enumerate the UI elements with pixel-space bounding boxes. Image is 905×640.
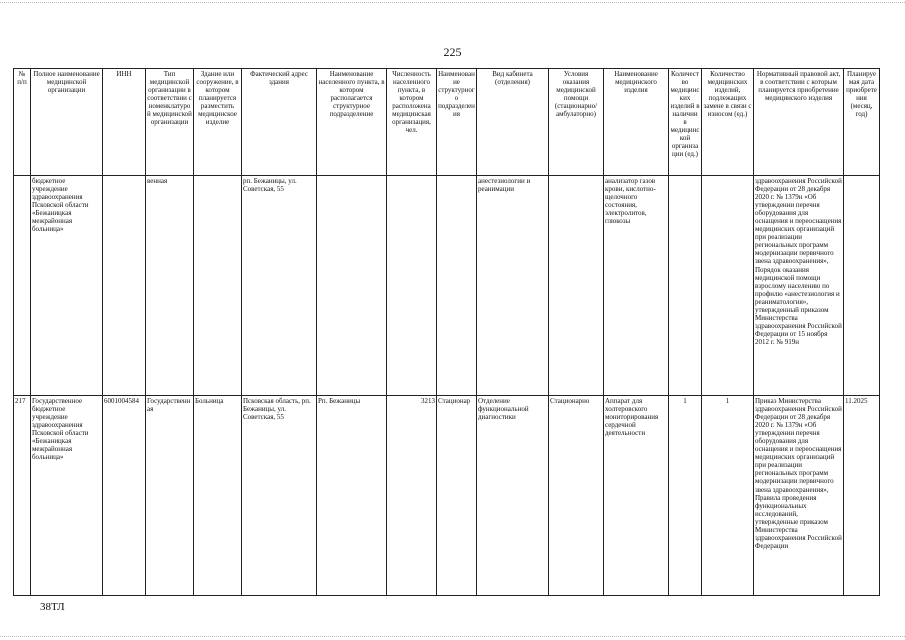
cell-device: анализатор газов крови, кислотно-щелочного состояния, электролитов, глюкозы xyxy=(604,176,669,396)
col-header-qty-have: Количество медицинских изделий в наличии в медицинской организации (ед.) xyxy=(669,69,702,176)
col-header-cabinet: Вид кабинета (отделения) xyxy=(477,69,549,176)
cell-building xyxy=(194,176,242,396)
cell-type: Государственная xyxy=(146,396,194,596)
col-header-num: № п/п xyxy=(14,69,31,176)
col-header-inn: ИНН xyxy=(103,69,146,176)
cell-num: 217 xyxy=(14,396,31,596)
col-header-address: Фактический адрес здания xyxy=(242,69,317,176)
col-header-qty-replace: Количество медицинских изделий, подлежащих замене в связи с износом (ед.) xyxy=(702,69,754,176)
cell-inn: 6001004584 xyxy=(103,396,146,596)
cell-population xyxy=(387,176,437,396)
col-header-device: Наименование медицинского изделия xyxy=(604,69,669,176)
cell-org: бюджетное учреждение здравоохранения Псковской области «Бежаницкая межрайонная больница» xyxy=(31,176,103,396)
col-header-legal-act: Нормативный правовой акт, в соответствии с которым планируется приобретение медицинского изделия xyxy=(754,69,844,176)
footer-code: 38ТЛ xyxy=(40,601,65,613)
cell-unit xyxy=(437,176,477,396)
cell-unit: Стационар xyxy=(437,396,477,596)
cell-settlement xyxy=(317,176,387,396)
cell-device: Аппарат для холтеровского мониторирования сердечной деятельности xyxy=(604,396,669,596)
table-header-row xyxy=(14,69,880,176)
table-row xyxy=(14,396,880,596)
table-row xyxy=(14,176,880,396)
cell-date xyxy=(844,176,880,396)
bottom-scan-edge xyxy=(0,636,905,637)
cell-cabinet: анестезиологии и реанимации xyxy=(477,176,549,396)
col-header-date: Планируемая дата приобретения (месяц, год) xyxy=(844,69,880,176)
cell-cabinet: Отделение функциональной диагностики xyxy=(477,396,549,596)
page-number: 225 xyxy=(443,45,462,59)
cell-conditions xyxy=(549,176,604,396)
cell-date: 11.2025 xyxy=(844,396,880,596)
cell-legal-act: Приказ Министерства здравоохранения Российской Федерации от 28 декабря 2020 г. № 1379н «Об утверждении перечня оборудования для оснащения и переоснащения медицинских организаций при реализации региональных программ модернизации первичного звена здравоохранения», Правила проведения функциональных исследований, утвержденные приказом Министерства здравоохранения Российской Федерации xyxy=(754,396,844,596)
cell-qty-have xyxy=(669,176,702,396)
col-header-type: Тип медицинской организации в соответствии с номенклатурой медицинской организации xyxy=(146,69,194,176)
cell-building: Больница xyxy=(194,396,242,596)
cell-address: Псковская область, рп. Бежаницы, ул. Советская, 55 xyxy=(242,396,317,596)
col-header-population: Численность населенного пункта, в котором расположена медицинская организация, чел. xyxy=(387,69,437,176)
cell-address: рп. Бежаницы, ул. Советская, 55 xyxy=(242,176,317,396)
cell-conditions: Стационарно xyxy=(549,396,604,596)
col-header-conditions: Условия оказания медицинской помощи (стационарно/ амбулаторно) xyxy=(549,69,604,176)
cell-qty-have: 1 xyxy=(669,396,702,596)
col-header-building: Здание или сооружение, в котором планируется разместить медицинское изделие xyxy=(194,69,242,176)
cell-type: венная xyxy=(146,176,194,396)
cell-qty-replace: 1 xyxy=(702,396,754,596)
cell-qty-replace xyxy=(702,176,754,396)
cell-org: Государственное бюджетное учреждение здравоохранения Псковской области «Бежаницкая межрайонная больница» xyxy=(31,396,103,596)
cell-settlement: Рп. Бежаницы xyxy=(317,396,387,596)
top-scan-edge xyxy=(0,2,905,3)
equipment-table xyxy=(13,68,880,596)
cell-population: 3213 xyxy=(387,396,437,596)
cell-num xyxy=(14,176,31,396)
cell-inn xyxy=(103,176,146,396)
col-header-unit: Наименование структурного подразделения xyxy=(437,69,477,176)
cell-legal-act: здравоохранения Российской Федерации от 28 декабря 2020 г. № 1379н «Об утверждении перечня оборудования для оснащения и переоснащения медицинских организаций при реализации региональных программ модернизации первичного звена здравоохранения», Порядок оказания медицинской помощи взрослому населению по профилю «анестезиология и реаниматология», утвержденный приказом Министерства здравоохранения Российской Федерации от 15 ноября 2012 г. № 919н xyxy=(754,176,844,396)
col-header-settlement: Наименование населенного пункта, в котором располагается структурное подразделение xyxy=(317,69,387,176)
col-header-org: Полное наименование медицинской организации xyxy=(31,69,103,176)
